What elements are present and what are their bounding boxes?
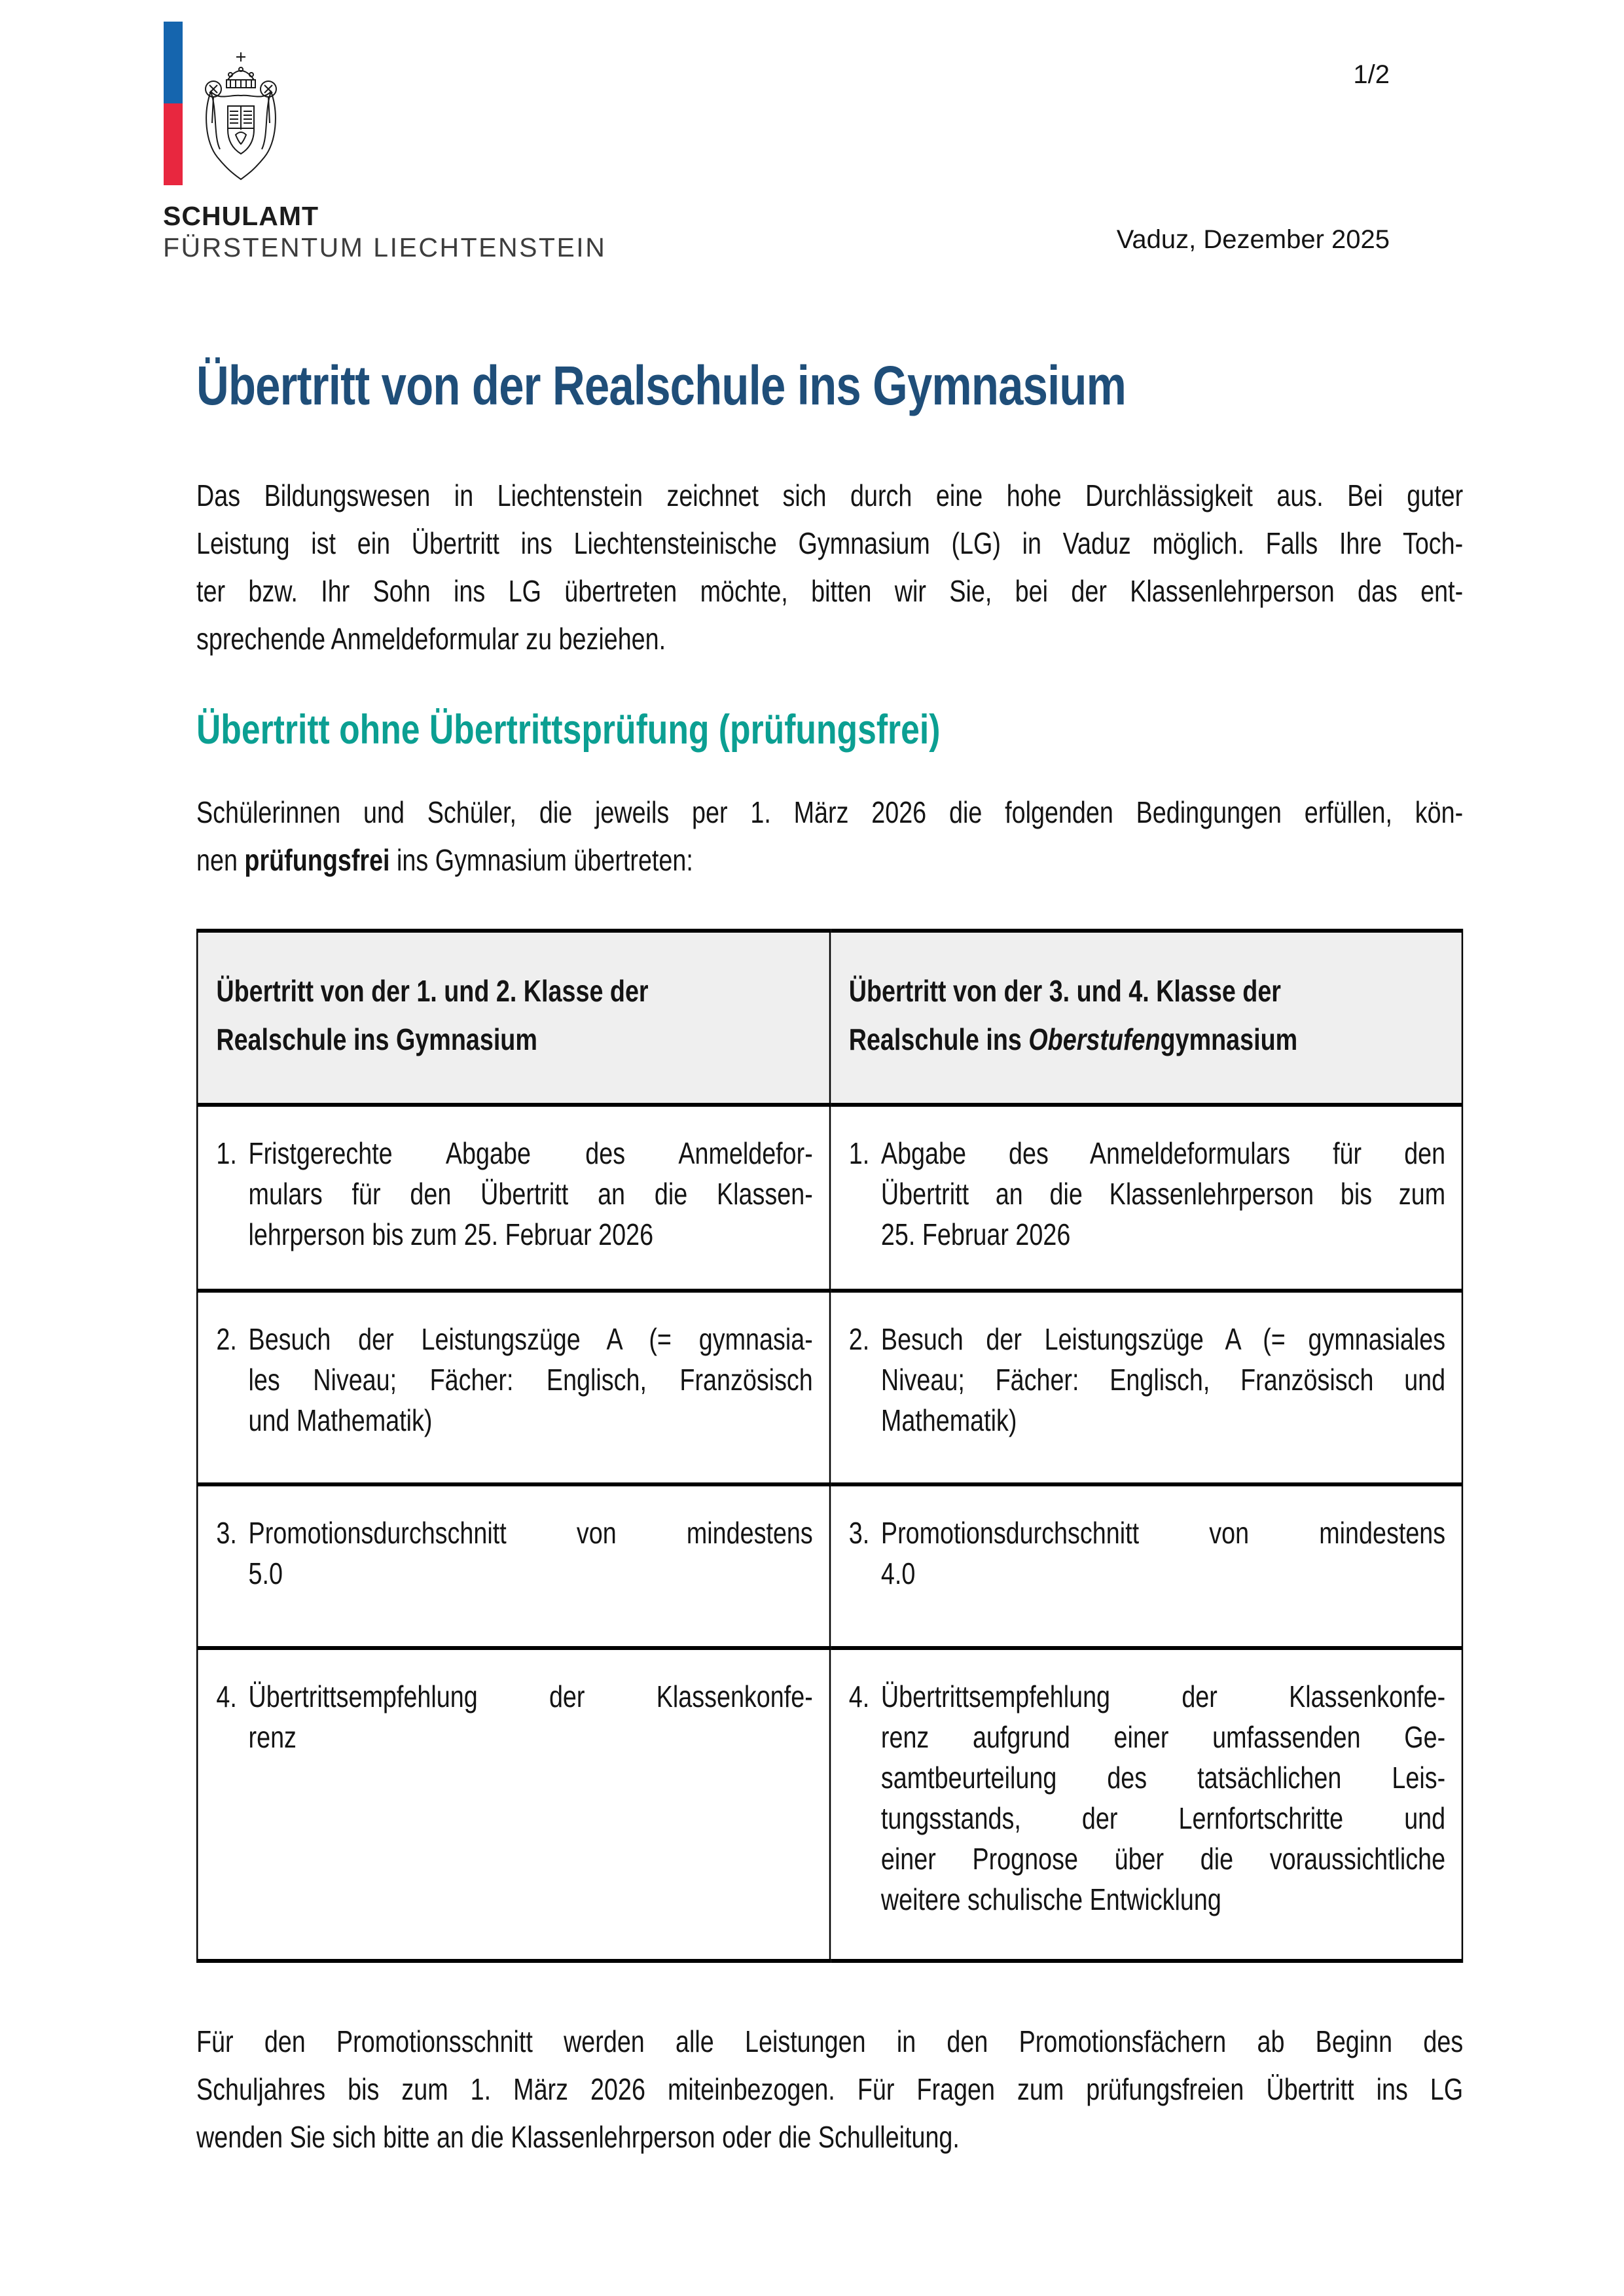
text-line: Niveau; Fächer: Englisch, Französisch und bbox=[880, 1363, 1446, 1397]
text-line: les Niveau; Fächer: Englisch, Französisch bbox=[248, 1363, 813, 1397]
text-line: weitere schulische Entwicklung bbox=[880, 1882, 1221, 1917]
numbered-item bbox=[849, 1676, 1445, 1920]
item-text bbox=[249, 1676, 813, 1757]
item-text bbox=[249, 1319, 813, 1441]
text-line: sprechende Anmeldeformular zu beziehen. bbox=[196, 622, 666, 656]
text-line: Schuljahres bis zum 1. März 2026 miteinbezogen. Für Fragen zum prüfungsfreien Übertritt ins LG bbox=[196, 2072, 1464, 2107]
numbered-item bbox=[216, 1319, 812, 1441]
closing-paragraph bbox=[196, 2018, 1463, 2161]
text-line: 25. Februar 2026 bbox=[880, 1217, 1071, 1252]
text-line: mulars für den Übertritt an die Klassen- bbox=[248, 1177, 813, 1211]
item-text bbox=[881, 1319, 1445, 1441]
document-body bbox=[196, 357, 1463, 2161]
text-line: Promotionsdurchschnitt von mindestens bbox=[248, 1516, 813, 1551]
table-cell bbox=[830, 1484, 1462, 1648]
text-line: Übertritt von der 3. und 4. Klasse der bbox=[848, 974, 1281, 1009]
table-cell bbox=[197, 1291, 829, 1484]
numbered-item bbox=[216, 1513, 812, 1594]
text-line: lehrperson bis zum 25. Februar 2026 bbox=[248, 1217, 654, 1252]
table-header-cell bbox=[197, 931, 829, 1105]
text-line: Das Bildungswesen in Liechtenstein zeichnet sich durch eine hohe Durchlässigkeit aus. Bei guter bbox=[196, 478, 1464, 513]
table-cell bbox=[197, 1105, 829, 1291]
text-line: Übertritt von der 1. und 2. Klasse der bbox=[216, 974, 649, 1009]
logo-bar-blue bbox=[164, 22, 183, 103]
numbered-item bbox=[216, 1133, 812, 1255]
logo-bar-red bbox=[164, 103, 183, 185]
text-line: Realschule ins Oberstufengymnasium bbox=[848, 1022, 1298, 1057]
table-row bbox=[197, 1484, 1462, 1648]
table-row bbox=[197, 1291, 1462, 1484]
place-date: Vaduz, Dezember 2025 bbox=[1116, 225, 1390, 254]
item-number: 4. bbox=[848, 1679, 870, 1714]
item-text bbox=[881, 1513, 1445, 1594]
liechtenstein-crest-icon bbox=[198, 51, 284, 194]
item-text bbox=[881, 1133, 1445, 1255]
text-line: Fristgerechte Abgabe des Anmeldefor- bbox=[248, 1136, 813, 1171]
item-number: 2. bbox=[848, 1322, 870, 1357]
text-line: wenden Sie sich bitte an die Klassenlehrperson oder die Schulleitung. bbox=[196, 2120, 960, 2155]
table-header-cell bbox=[830, 931, 1462, 1105]
item-number: 1. bbox=[848, 1136, 870, 1171]
text-line: renz aufgrund einer umfassenden Ge- bbox=[880, 1720, 1446, 1755]
numbered-item bbox=[216, 1676, 812, 1757]
table-cell bbox=[830, 1291, 1462, 1484]
text-line: tungsstands, der Lernfortschritte und bbox=[880, 1801, 1446, 1836]
item-number: 3. bbox=[848, 1516, 870, 1551]
document-title: Übertritt von der Realschule ins Gymnasium bbox=[196, 355, 1127, 416]
text-line: Übertritt an die Klassenlehrperson bis zum bbox=[880, 1177, 1446, 1211]
section-lead-paragraph bbox=[196, 789, 1463, 884]
text-line: Besuch der Leistungszüge A (= gymnasia- bbox=[248, 1322, 813, 1357]
item-number: 3. bbox=[216, 1516, 237, 1551]
item-number: 2. bbox=[216, 1322, 237, 1357]
table-cell bbox=[197, 1648, 829, 1961]
table-cell bbox=[830, 1105, 1462, 1291]
text-line: 4.0 bbox=[880, 1556, 916, 1591]
table-cell bbox=[830, 1648, 1462, 1961]
text-line: nen prüfungsfrei ins Gymnasium übertreten: bbox=[196, 843, 693, 878]
numbered-item bbox=[849, 1133, 1445, 1255]
text-line: Mathematik) bbox=[880, 1403, 1017, 1438]
page-number: 1/2 bbox=[1353, 60, 1390, 89]
text-line: Promotionsdurchschnitt von mindestens bbox=[880, 1516, 1446, 1551]
logo-org-name: SCHULAMT bbox=[163, 201, 319, 231]
logo-org-subtitle: FÜRSTENTUM LIECHTENSTEIN bbox=[163, 232, 607, 263]
item-text bbox=[249, 1513, 813, 1594]
table-row bbox=[197, 1105, 1462, 1291]
intro-paragraph bbox=[196, 472, 1463, 663]
table-row bbox=[197, 1648, 1462, 1961]
section-heading: Übertritt ohne Übertrittsprüfung (prüfungsfrei) bbox=[196, 707, 941, 753]
item-number: 4. bbox=[216, 1679, 237, 1714]
text-line: samtbeurteilung des tatsächlichen Leis- bbox=[880, 1761, 1446, 1795]
text-line: Leistung ist ein Übertritt ins Liechtensteinische Gymnasium (LG) in Vaduz möglich. Falls Ihre Toch- bbox=[196, 526, 1464, 561]
numbered-item bbox=[849, 1319, 1445, 1441]
text-line: Übertrittsempfehlung der Klassenkonfe- bbox=[880, 1679, 1446, 1714]
logo-color-bar bbox=[164, 22, 183, 185]
numbered-item bbox=[849, 1513, 1445, 1594]
table-cell bbox=[197, 1484, 829, 1648]
text-line: Abgabe des Anmeldeformulars für den bbox=[880, 1136, 1446, 1171]
text-line: und Mathematik) bbox=[248, 1403, 433, 1438]
text-line: 5.0 bbox=[248, 1556, 283, 1591]
text-line: Übertrittsempfehlung der Klassenkonfe- bbox=[248, 1679, 813, 1714]
conditions-table bbox=[196, 929, 1463, 1963]
text-line: Schülerinnen und Schüler, die jeweils per 1. März 2026 die folgenden Bedingungen erfüllen, kön- bbox=[196, 795, 1464, 830]
text-line: Für den Promotionsschnitt werden alle Leistungen in den Promotionsfächern ab Beginn des bbox=[196, 2024, 1464, 2059]
text-line: Besuch der Leistungszüge A (= gymnasiales bbox=[880, 1322, 1446, 1357]
text-line: ter bzw. Ihr Sohn ins LG übertreten möchte, bitten wir Sie, bei der Klassenlehrperson das ent- bbox=[196, 574, 1464, 609]
table-header-row bbox=[197, 931, 1462, 1105]
text-line: renz bbox=[248, 1720, 297, 1755]
item-text bbox=[249, 1133, 813, 1255]
item-text bbox=[881, 1676, 1445, 1920]
logo-text bbox=[163, 200, 606, 264]
item-number: 1. bbox=[216, 1136, 237, 1171]
text-line: einer Prognose über die voraussichtliche bbox=[880, 1842, 1446, 1876]
text-line: Realschule ins Gymnasium bbox=[216, 1022, 537, 1057]
